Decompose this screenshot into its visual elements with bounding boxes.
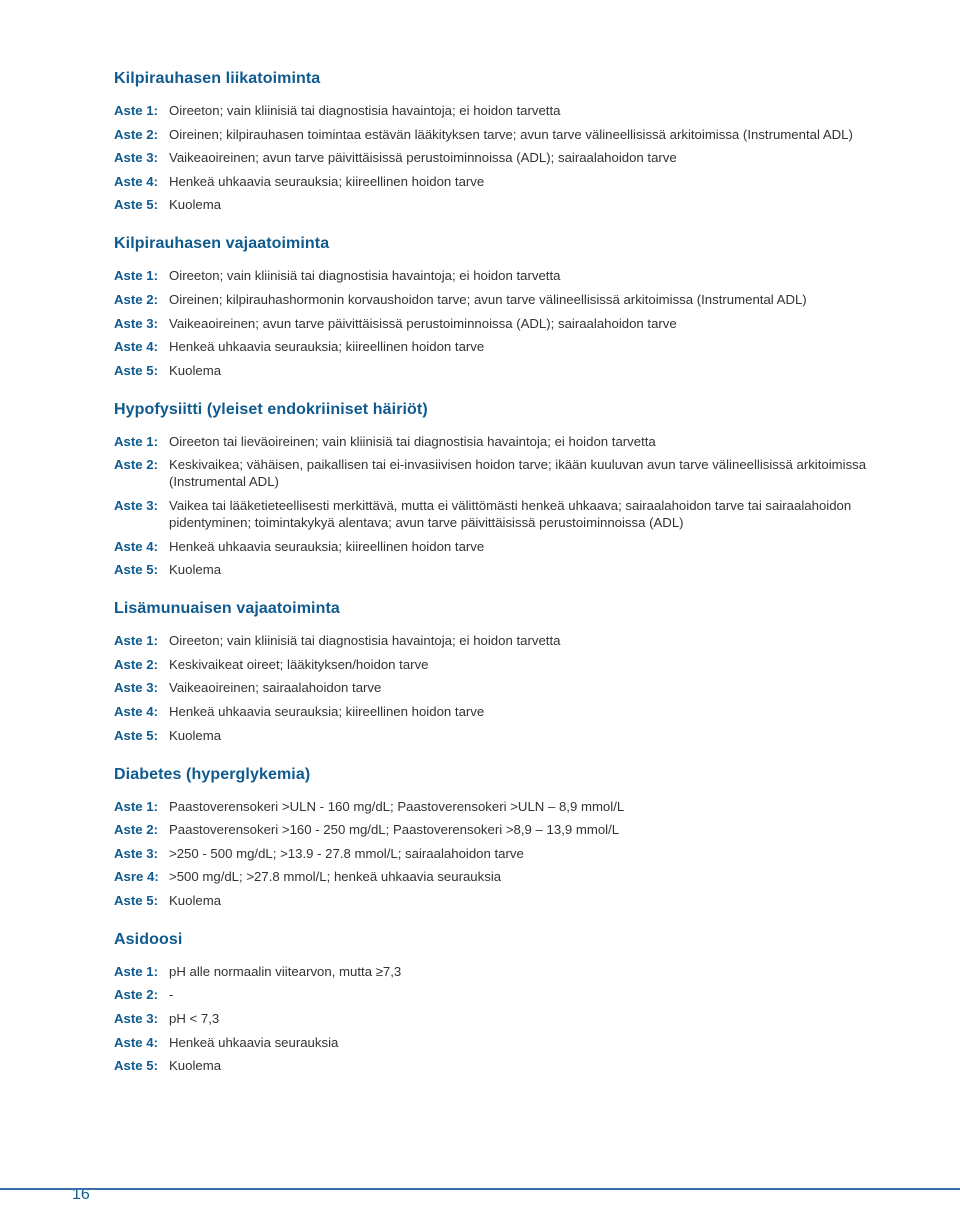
grade-description: >250 - 500 mg/dL; >13.9 - 27.8 mmol/L; sairaalahoidon tarve (169, 845, 524, 861)
section-title: Asidoosi (114, 930, 183, 948)
grade-description: Oireinen; kilpirauhasen toimintaa estävän lääkityksen tarve; avun tarve välineellisissä arkitoimissa (Instrumental ADL) (169, 126, 853, 142)
section-title: Kilpirauhasen liikatoiminta (114, 70, 321, 87)
grade-description: Kuolema (169, 727, 222, 743)
grade-row (114, 845, 894, 862)
grade-label: Aste 5: (114, 197, 158, 213)
grade-description: Vaikea tai lääketieteellisesti merkittävä, mutta ei välittömästi henkeä uhkaava; sairaalahoidon tarve tai sairaalahoidon pidentyminen; toimintakykyä alentava; avun tarve päivittäisissä perustoiminnoissa (ADL) (169, 497, 852, 530)
grade-row (114, 868, 894, 885)
grade-label: Aste 3: (114, 497, 158, 513)
grade-row (114, 679, 894, 696)
grade-label: Aste 2: (114, 126, 158, 142)
grade-description: Keskivaikea; vähäisen, paikallisen tai ei-invasiivisen hoidon tarve; ikään kuuluvan avun tarve välineellisissä arkitoimissa (Instrumental ADL) (169, 457, 867, 490)
grade-description: Vaikeaoireinen; sairaalahoidon tarve (169, 680, 382, 696)
grade-label: Aste 5: (114, 1058, 158, 1074)
grade-row (114, 561, 894, 578)
grade-row (114, 656, 894, 673)
section-diabetes (114, 766, 894, 909)
grade-row (114, 173, 894, 190)
section-title: Hypofysiitti (yleiset endokriiniset häiriöt) (114, 400, 428, 418)
grade-label: Aste 4: (114, 703, 158, 719)
grade-row (114, 149, 894, 166)
grade-label: Aste 1: (114, 103, 158, 118)
section-title: Lisämunuaisen vajaatoiminta (114, 600, 340, 618)
grade-description: Paastoverensokeri >160 - 250 mg/dL; Paastoverensokeri >8,9 – 13,9 mmol/L (169, 822, 620, 838)
grade-row (114, 727, 894, 744)
grade-row (114, 986, 894, 1003)
grade-label: Aste 2: (114, 457, 158, 473)
grade-row (114, 798, 894, 815)
grade-description: Paastoverensokeri >ULN - 160 mg/dL; Paastoverensokeri >ULN – 8,9 mmol/L (169, 798, 625, 814)
grade-label: Aste 2: (114, 987, 158, 1003)
grade-row (114, 126, 894, 143)
grade-label: Aste 4: (114, 538, 158, 554)
grade-row (114, 362, 894, 379)
grade-description: pH alle normaalin viitearvon, mutta ≥7,3 (169, 963, 402, 979)
grade-row (114, 102, 894, 119)
grade-description: Oireeton; vain kliinisiä tai diagnostisia havaintoja; ei hoidon tarvetta (169, 103, 561, 118)
grade-label: Aste 4: (114, 173, 158, 189)
grade-description: pH < 7,3 (169, 1011, 220, 1027)
grade-row (114, 1010, 894, 1027)
grade-description: Kuolema (169, 362, 222, 378)
grade-description: Oireeton; vain kliinisiä tai diagnostisia havaintoja; ei hoidon tarvetta (169, 268, 561, 284)
grade-row (114, 433, 894, 450)
grade-label: Aste 2: (114, 822, 158, 838)
grade-label: Aste 5: (114, 362, 158, 378)
grade-description: Henkeä uhkaavia seurauksia; kiireellinen hoidon tarve (169, 173, 485, 189)
grade-row (114, 892, 894, 909)
grade-label: Aste 5: (114, 892, 158, 908)
grade-label: Asre 4: (114, 869, 159, 885)
footer-rule (0, 1188, 960, 1224)
grade-label: Aste 3: (114, 680, 158, 696)
grade-row (114, 1057, 894, 1074)
grade-description: Kuolema (169, 1058, 222, 1074)
grade-label: Aste 1: (114, 433, 158, 449)
grade-label: Aste 5: (114, 562, 158, 578)
section-acidosis (114, 931, 894, 1074)
grade-row (114, 497, 894, 531)
section-title: Kilpirauhasen vajaatoiminta (114, 235, 330, 253)
grade-description: Oireeton tai lieväoireinen; vain kliinisiä tai diagnostisia havaintoja; ei hoidon tarvetta (169, 433, 656, 449)
grade-label: Aste 3: (114, 150, 158, 166)
grade-description: Vaikeaoireinen; avun tarve päivittäisissä perustoiminnoissa (ADL); sairaalahoidon tarve (169, 150, 677, 166)
grade-label: Aste 1: (114, 268, 158, 284)
section-hyperthyroidism (114, 70, 894, 213)
grade-row (114, 963, 894, 980)
grade-label: Aste 3: (114, 845, 158, 861)
grade-row (114, 338, 894, 355)
grade-description: Kuolema (169, 892, 222, 908)
grade-row (114, 196, 894, 213)
grade-description: Vaikeaoireinen; avun tarve päivittäisissä perustoiminnoissa (ADL); sairaalahoidon tarve (169, 315, 677, 331)
section-adrenal-insufficiency (114, 600, 894, 743)
grade-description: Oireeton; vain kliinisiä tai diagnostisia havaintoja; ei hoidon tarvetta (169, 633, 561, 649)
grade-row (114, 703, 894, 720)
grade-label: Aste 3: (114, 315, 158, 331)
section-hypophysitis (114, 401, 894, 578)
section-title: Diabetes (hyperglykemia) (114, 765, 311, 783)
grade-label: Aste 5: (114, 727, 158, 743)
grade-label: Aste 1: (114, 798, 158, 814)
grade-label: Aste 2: (114, 656, 158, 672)
grade-row (114, 291, 894, 308)
grade-row (114, 821, 894, 838)
section-hypothyroidism (114, 235, 894, 378)
grade-row (114, 632, 894, 649)
grade-label: Aste 4: (114, 339, 158, 355)
grade-label: Aste 2: (114, 291, 158, 307)
grade-row (114, 456, 894, 490)
grade-label: Aste 4: (114, 1034, 158, 1050)
grade-row (114, 315, 894, 332)
grade-description: Kuolema (169, 197, 222, 213)
grade-description: Henkeä uhkaavia seurauksia; kiireellinen hoidon tarve (169, 339, 485, 355)
grade-row (114, 1034, 894, 1051)
grade-label: Aste 3: (114, 1011, 158, 1027)
grade-row (114, 538, 894, 555)
grade-description: Keskivaikeat oireet; lääkityksen/hoidon tarve (169, 656, 429, 672)
grade-description: - (169, 987, 174, 1003)
grade-label: Aste 1: (114, 633, 158, 649)
grade-description: Henkeä uhkaavia seurauksia; kiireellinen hoidon tarve (169, 538, 485, 554)
grade-description: Kuolema (169, 562, 222, 578)
document-body (114, 70, 894, 1096)
grade-description: Henkeä uhkaavia seurauksia (169, 1034, 339, 1050)
grade-description: >500 mg/dL; >27.8 mmol/L; henkeä uhkaavia seurauksia (169, 869, 502, 885)
grade-label: Aste 1: (114, 963, 158, 979)
page-number: 16 (72, 1186, 90, 1203)
grade-description: Oireinen; kilpirauhashormonin korvaushoidon tarve; avun tarve välineellisissä arkitoimissa (Instrumental ADL) (169, 291, 807, 307)
grade-row (114, 267, 894, 284)
grade-description: Henkeä uhkaavia seurauksia; kiireellinen hoidon tarve (169, 703, 485, 719)
